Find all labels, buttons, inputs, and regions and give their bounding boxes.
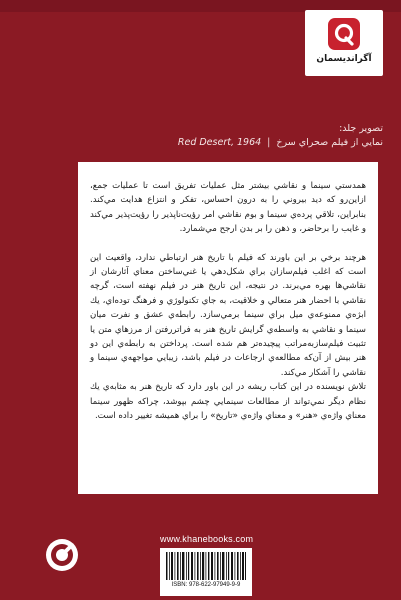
paragraph-2: هرچند برخي بر اين باورند كه فيلم با تاريخ هنر ارتباطي ندارد، واقعيت اين است كه اغلب فيلم‌سازان براي شكل‌دهي يا غني‌ساختن معناي آثارشان از نقاشي‌ها بهره مي‌برند. در نتيجه، اين تاريخ هنر در فيلم نهفته است، گرچه نقاشي با احضار هنر متعالي و خلاقيت، به جاي تكنولوژي و فرهنگ توده‌اي، يك ابژه‌ي ممنوعه‌ي ميل براي سينما برمي‌سازد. رابطه‌ي عشق و نفرت ميان سينما و نقاشي به واسطه‌ي گرايش تاريخ هنر به فراتررفتن از مرزهاي متن يا تثبيت فيلم‌سازبه‌مراتب پيچيده‌تر هم شده است. پرداختن به رابطه‌ي اين دو هنر بيش از آن‌كه مطالعه‌ي ارجاعات در فيلم باشد، زيبايي مواجهه‌ي سينما و نقاشي را آشكار مي‌كند. <box>90 252 366 378</box>
paragraph-3: تلاش نويسنده در اين كتاب ريشه در اين باور دارد كه تاريخ هنر به مثابه‌ي يك نظام ديگر نمي‌تواند از مطالعات سينمايي چشم بپوشد، چراكه ظهور سينما معناي واژه‌ي «هنر» و معناي واژه‌ي «تاريخ» را براي هميشه تغيير داده است. <box>90 382 366 422</box>
film-description: نمايي از فيلم صحراي سرخ <box>276 137 383 148</box>
barcode <box>160 548 252 596</box>
cover-credit <box>43 122 383 150</box>
isbn-number: ISBN: 978-622-97949-9-9 <box>171 582 241 588</box>
publisher-mark-icon <box>45 538 79 572</box>
credit-separator: | <box>267 137 271 148</box>
publisher-name: آگرانديسمان <box>316 54 372 64</box>
barcode-bars-icon <box>166 552 246 580</box>
back-cover-text-panel <box>78 162 378 494</box>
paragraph-1: همدستي سينما و نقاشي بيشتر مثل عمليات تفريق است تا عمليات جمع، ازاين‌رو كه ديد بيروني را به درون احساس، تفكر و انتزاع هدايت مي‌كند. بنابراين، تلاقي پرده‌ي سينما و بوم نقاشي امر رؤيت‌ناپذير را رؤيت‌پذير مي‌كند و غايب را برحاضر، و ذهن را بر بدن ارجح مي‌شمارد. <box>90 181 366 235</box>
film-title-en: Red Desert, 1964 <box>177 137 262 148</box>
cover-credit-line <box>43 136 383 150</box>
publisher-logo-box <box>305 10 383 76</box>
cover-credit-label: تصوير جلد: <box>339 123 383 134</box>
publisher-logo-icon <box>328 18 360 50</box>
publisher-website: www.khanebooks.com <box>160 534 254 544</box>
